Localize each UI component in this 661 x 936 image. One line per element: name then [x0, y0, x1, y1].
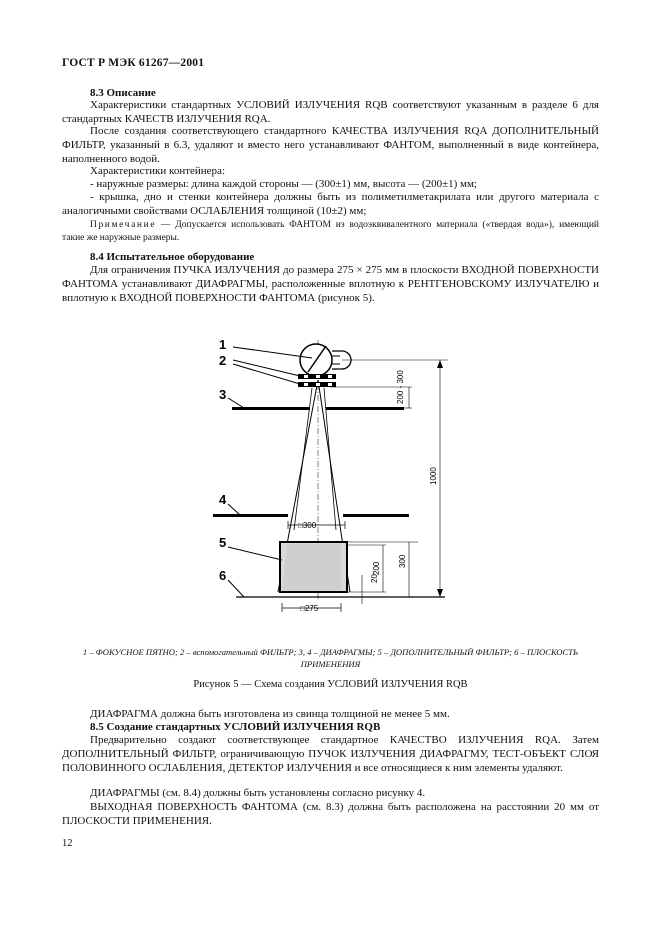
dim-total: 1000: [429, 467, 438, 485]
section-8-5-heading: 8.5 Создание стандартных УСЛОВИЙ ИЗЛУЧЕНИЯ RQB: [90, 721, 381, 733]
section-8-3-heading: 8.3 Описание: [90, 87, 156, 99]
section-8-5-paragraph-2: ДИАФРАГМЫ (см. 8.4) должны быть установлены согласно рисунку 4.: [90, 787, 426, 799]
label-2: 2: [219, 353, 227, 368]
dim-300-horizontal: □300: [298, 521, 317, 530]
note-label: Примечание: [90, 220, 157, 230]
figure-5-caption: 1 – ФОКУСНОЕ ПЯТНО; 2 – вспомогательный ФИЛЬТР; 3, 4 – ДИАФРАГМЫ; 5 – ДОПОЛНИТЕЛЬНЫЙ ФИЛЬТР; 6 – ПЛОСКОСТЬ ПРИМЕНЕНИЯ: [82, 647, 579, 669]
label-5: 5: [219, 535, 227, 550]
section-8-3-paragraph-4: - наружные размеры: длина каждой стороны — (300±1) мм, высота — (200±1) мм;: [90, 178, 477, 190]
section-8-3-paragraph-2: После создания соответствующего стандартного КАЧЕСТВА ИЗЛУЧЕНИЯ RQA ДОПОЛНИТЕЛЬНЫЙ ФИЛЬТР, указанный в 6.3, удаляют и вместо него устанавливают ФАНТОМ, выполненный в виде контейнера, наполненного водой.: [62, 125, 599, 165]
label-4: 4: [219, 492, 227, 507]
dim-200-vertical: 200: [372, 561, 381, 575]
dim-275-horizontal: □275: [300, 604, 319, 613]
diaphragm-4-left: [213, 514, 288, 517]
diaphragm-3-right: [326, 407, 404, 410]
dim-300-vertical: 300: [398, 554, 407, 568]
section-8-3-paragraph-5: - крышка, дно и стенки контейнера должны быть из полиметилметакрилата или другого материала с аналогичными свойствами ОСЛАБЛЕНИЯ толщиной (10±2) мм;: [62, 191, 599, 217]
dim-20-vertical: 20: [370, 574, 379, 583]
label-1: 1: [219, 337, 227, 352]
page-number: 12: [62, 838, 73, 849]
section-8-4-heading: 8.4 Испытательное оборудование: [90, 251, 255, 263]
section-8-4-paragraph-1: Для ограничения ПУЧКА ИЗЛУЧЕНИЯ до размера 275 × 275 мм в плоскости ВХОДНОЙ ПОВЕРХНОСТИ ФАНТОМА устанавливают ДИАФРАГМЫ, расположенные вплотную к РЕНТГЕНОВСКОМУ ИЗЛУЧАТЕЛЮ и вплотную к ВХОДНОЙ ПОВЕРХНОСТИ ФАНТОМА (рисунок 5).: [62, 264, 599, 304]
section-8-5-paragraph-3: ВЫХОДНАЯ ПОВЕРХНОСТЬ ФАНТОМА (см. 8.3) должна быть расположена на расстоянии 20 мм от ПЛОСКОСТИ ПРИМЕНЕНИЯ.: [62, 801, 599, 827]
section-8-5-paragraph-1: Предварительно создают соответствующее стандартное КАЧЕСТВО ИЗЛУЧЕНИЯ RQA. Затем ДОПОЛНИТЕЛЬНЫЙ ФИЛЬТР, ограничивающую ПУЧОК ИЗЛУЧЕНИЯ ДИАФРАГМУ, ТЕСТ-ОБЪЕКТ СЛОЯ ПОЛОВИННОГО ОСЛАБЛЕНИЯ, ДЕТЕКТОР ИЗЛУЧЕНИЯ и все относящиеся к ним элементы удаляют.: [62, 734, 599, 774]
label-6: 6: [219, 568, 227, 583]
section-8-3-paragraph-3: Характеристики контейнера:: [90, 165, 225, 177]
section-8-3-paragraph-1: Характеристики стандартных УСЛОВИЙ ИЗЛУЧЕНИЯ RQB соответствуют указанным в разделе 6 для стандартных КАЧЕСТВ ИЗЛУЧЕНИЯ RQA.: [62, 99, 599, 125]
dim-top: 200 - 300: [396, 370, 405, 404]
diaphragm-requirement: ДИАФРАГМА должна быть изготовлена из свинца толщиной не менее 5 мм.: [90, 708, 450, 720]
document-header: ГОСТ Р МЭК 61267—2001: [62, 57, 205, 69]
figure-5-title: Рисунок 5 — Схема создания УСЛОВИЙ ИЗЛУЧЕНИЯ RQB: [193, 679, 468, 690]
label-3: 3: [219, 387, 227, 402]
diaphragm-4-right: [343, 514, 409, 517]
note-text: — Допускается использовать ФАНТОМ из водоэквивалентного материала («твердая вода»), имеющий такие же наружные размеры.: [62, 220, 599, 243]
